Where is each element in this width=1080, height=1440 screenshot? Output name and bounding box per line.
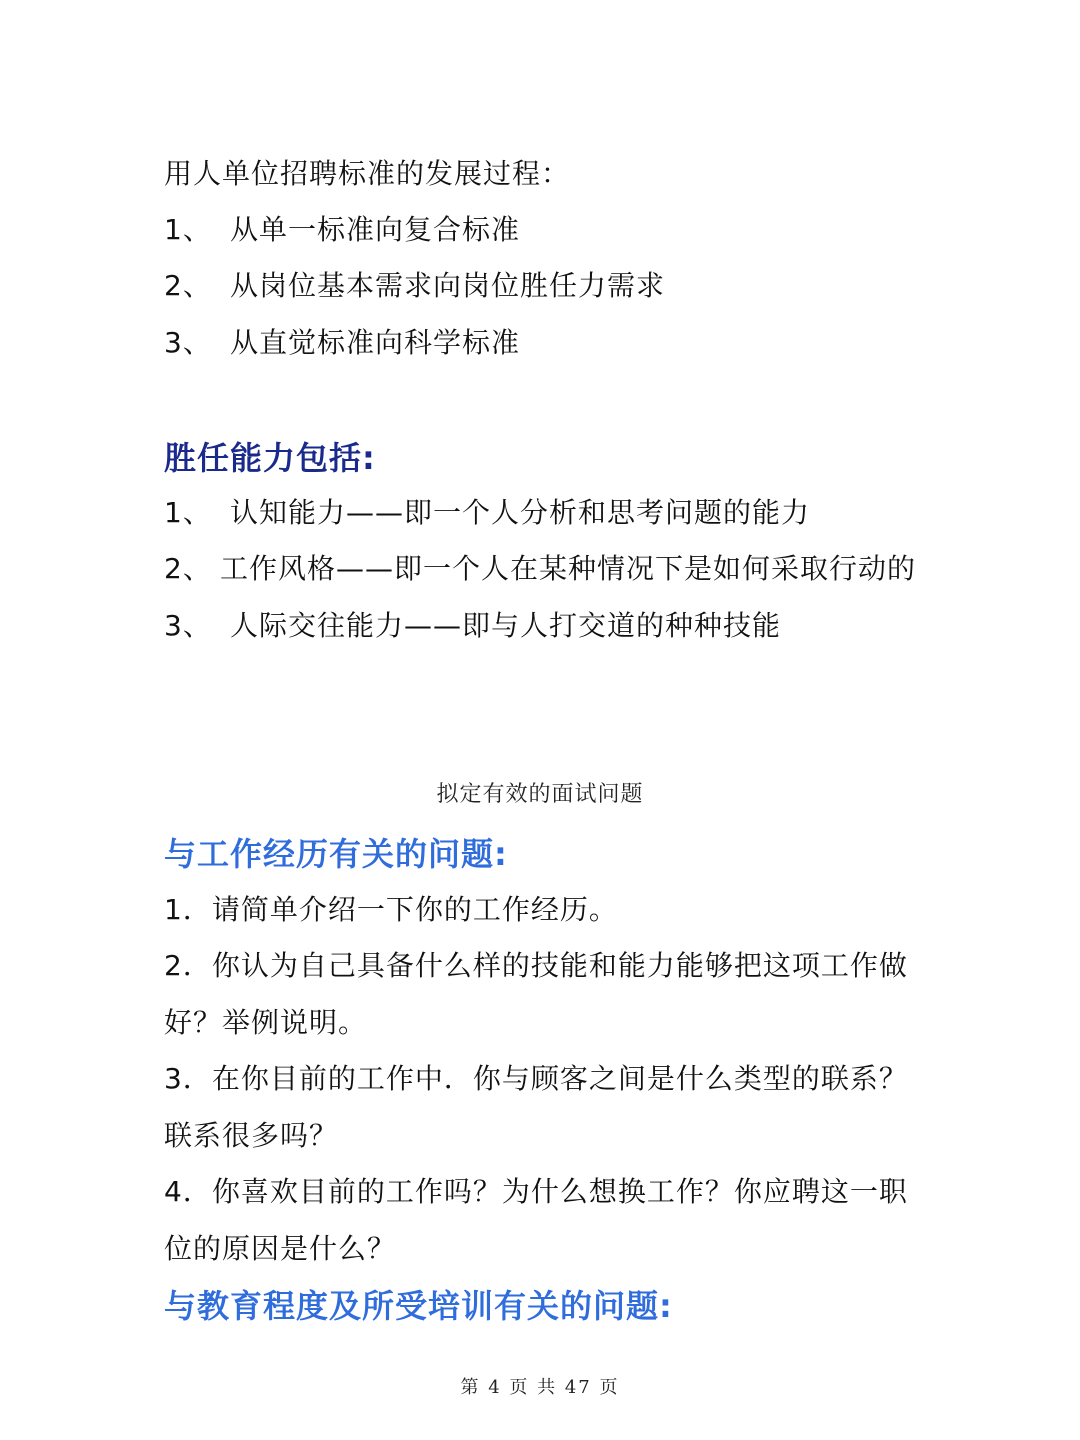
list-item: [164, 325, 520, 361]
list-number: 2、: [164, 552, 212, 585]
list-number: 1、: [164, 213, 212, 246]
section4-heading: 与教育程度及所受培训有关的问题:: [164, 1287, 673, 1325]
section1-title: 用人单位招聘标准的发展过程：: [164, 157, 571, 190]
list-item: [164, 551, 916, 587]
list-item: [164, 495, 810, 531]
list-text: 从直觉标准向科学标准: [230, 326, 521, 359]
question-line: 好？举例说明。: [164, 1006, 368, 1039]
question-line: 位的原因是什么？: [164, 1232, 397, 1265]
list-text: 人际交往能力——即与人打交道的种种技能: [230, 609, 782, 642]
list-text: 从岗位基本需求向岗位胜任力需求: [230, 269, 666, 302]
question-line: 2．你认为自己具备什么样的技能和能力能够把这项工作做: [164, 949, 908, 982]
list-item: [164, 608, 781, 644]
section3-title: 拟定有效的面试问题: [436, 782, 644, 807]
question-line: 1．请简单介绍一下你的工作经历。: [164, 893, 618, 926]
question-line: 联系很多吗？: [164, 1119, 339, 1152]
section2-heading: 胜任能力包括:: [164, 439, 376, 477]
section3-heading: 与工作经历有关的问题:: [164, 835, 508, 873]
list-text: 从单一标准向复合标准: [230, 213, 521, 246]
list-item: [164, 268, 665, 304]
question-line: 4．你喜欢目前的工作吗？为什么想换工作？你应聘这一职: [164, 1175, 908, 1208]
question-line: 3．在你目前的工作中．你与顾客之间是什么类型的联系？: [164, 1062, 908, 1095]
page-footer: 第 4 页 共 47 页: [460, 1377, 620, 1398]
list-number: 3、: [164, 609, 212, 642]
list-number: 3、: [164, 326, 212, 359]
list-number: 2、: [164, 269, 212, 302]
list-item: [164, 212, 520, 248]
list-number: 1、: [164, 496, 212, 529]
list-text: 工作风格——即一个人在某种情况下是如何采取行动的: [220, 552, 917, 585]
list-text: 认知能力——即一个人分析和思考问题的能力: [230, 496, 811, 529]
